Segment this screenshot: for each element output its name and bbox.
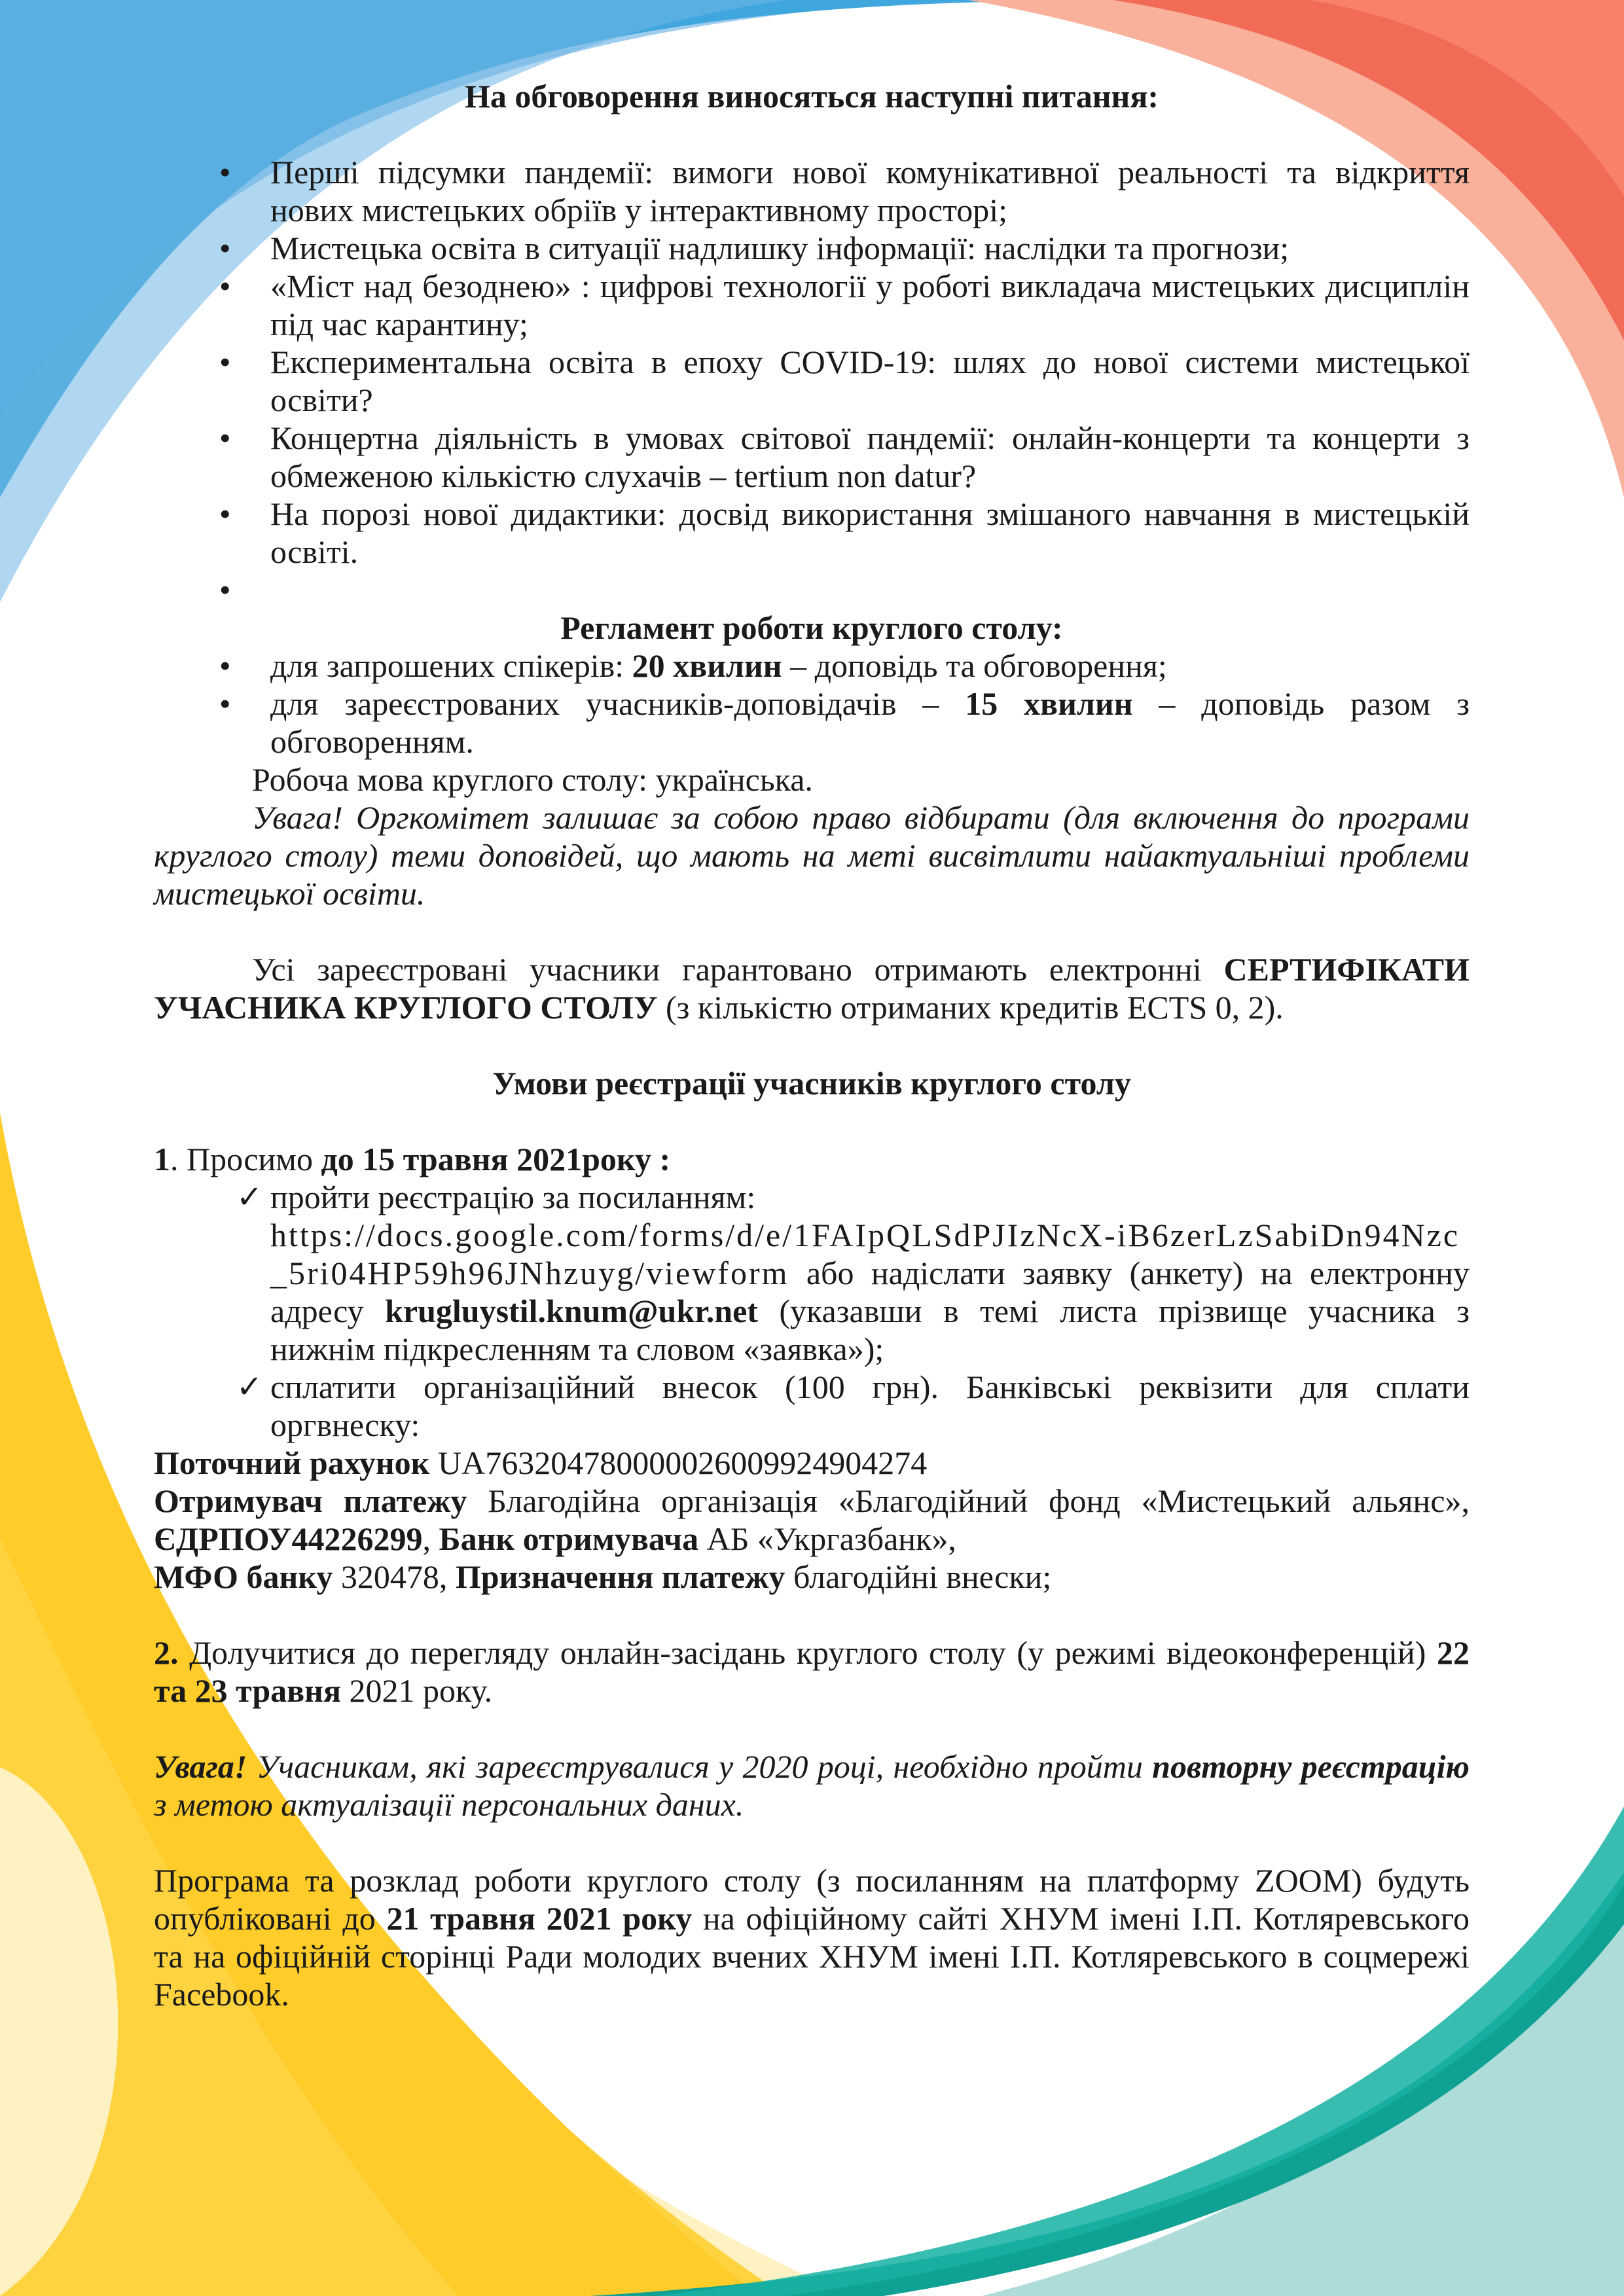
registration-link[interactable]: https://docs.google.com/forms/d/e/1FAIpQLSdPJIzNcX-iB6zerLzSabiDn94Nzc_5ri04HP59h96JNhzuyg/viewform	[270, 1217, 1460, 1291]
working-language: Робоча мова круглого столу: українська.	[252, 761, 813, 798]
topic-item-empty	[270, 571, 1470, 609]
topic-item: • «Міст над безоднею» : цифрові технології у роботі викладача мистецьких дисциплін під час карантину;	[270, 267, 1470, 343]
certificate-paragraph: Усі зареєстровані учасники гарантовано отримають електронні СЕРТИФІКАТИ УЧАСНИКА КРУГЛОГО СТОЛУ (з кількістю отриманих кредитів ECTS 0, 2).	[154, 951, 1470, 1026]
step-1: 1. Просимо до 15 травня 2021року :	[154, 1141, 671, 1177]
topic-item: • Мистецька освіта в ситуації надлишку інформації: наслідки та прогнози;	[270, 229, 1470, 267]
document-body	[154, 77, 1470, 2013]
organizers-warning: Увага! Оргкомітет залишає за собою право відбирати (для включення до програми круглого столу) теми доповідей, що мають на меті висвітлити найактуальніші проблеми мистецької освіти.	[154, 799, 1470, 912]
bank-mfo: МФО банку 320478, Призначення платежу благодійні внески;	[154, 1558, 1052, 1595]
topics-title: На обговорення виносяться наступні питання:	[464, 78, 1159, 115]
check-item-payment: ✓ сплатити організаційний внесок (100 грн). Банківські реквізити для сплати оргвнеску:	[236, 1369, 1470, 1443]
email-link[interactable]: krugluystil.knum@ukr.net	[385, 1293, 758, 1329]
reglament-list	[154, 647, 1470, 761]
reglament-item: • для зареєстрованих учасників-доповідачів – 15 хвилин – доповідь разом з обговоренням.	[270, 685, 1470, 761]
registration-title: Умови реєстрації учасників круглого столу	[492, 1065, 1131, 1102]
topic-item: • На порозі нової дидактики: досвід використання змішаного навчання в мистецькій освіті.	[270, 495, 1470, 571]
reglament-title: Регламент роботи круглого столу:	[560, 609, 1063, 646]
program-notice: Програма та розклад роботи круглого столу (з посиланням на платформу ZOOM) будуть опубліковані до 21 травня 2021 року на офіційному сайті ХНУМ імені І.П. Котляревського та на офіційній сторінці Ради молодих вчених ХНУМ імені І.П. Котляревського в соцмережі Facebook.	[154, 1862, 1470, 2013]
reregistration-notice: Увага! Учасникам, які зареєструвалися у 2020 році, необхідно пройти повторну реєстрацію з метою актуалізації персональних даних.	[154, 1748, 1470, 1823]
topic-item: • Експериментальна освіта в епоху COVID-19: шлях до нової системи мистецької освіти?	[270, 343, 1470, 419]
bank-recipient: Отримувач платежу Благодійна організація «Благодійний фонд «Мистецький альянс», ЄДРПОУ44226299, Банк отримувача АБ «Укргазбанк»,	[154, 1482, 1470, 1557]
topics-list	[154, 153, 1470, 609]
reglament-item: • для запрошених спікерів: 20 хвилин – доповідь та обговорення;	[270, 647, 1470, 685]
topic-item: • Перші підсумки пандемії: вимоги нової комунікативної реальності та відкриття нових мистецьких обріїв у інтерактивному просторі;	[270, 153, 1470, 229]
topic-item: • Концертна діяльність в умовах світової пандемії: онлайн-концерти та концерти з обмеженою кількістю слухачів – tertium non datur?	[270, 419, 1470, 495]
checkmark-icon: ✓	[236, 1369, 263, 1405]
bank-account: Поточний рахунок UA763204780000026009924904274	[154, 1444, 928, 1481]
step-2: 2. Долучитися до перегляду онлайн-засідань круглого столу (у режимі відеоконференцій) 22 та 23 травня 2021 року.	[154, 1634, 1470, 1709]
check-item-register: ✓ пройти реєстрацію за посиланням: https://docs.google.com/forms/d/e/1FAIpQLSdPJIzNcX-iB6zerLzSabiDn94Nzc_5ri04HP59h96JNhzuyg/viewform або надіслати заявку (анкету) на електронну адресу krugluystil.knum@ukr.net (указавши в темі листа прізвище учасника з нижнім підкресленням та словом «заявка»);	[236, 1179, 1470, 1367]
registration-checklist	[154, 1178, 1470, 1444]
checkmark-icon: ✓	[236, 1179, 263, 1215]
